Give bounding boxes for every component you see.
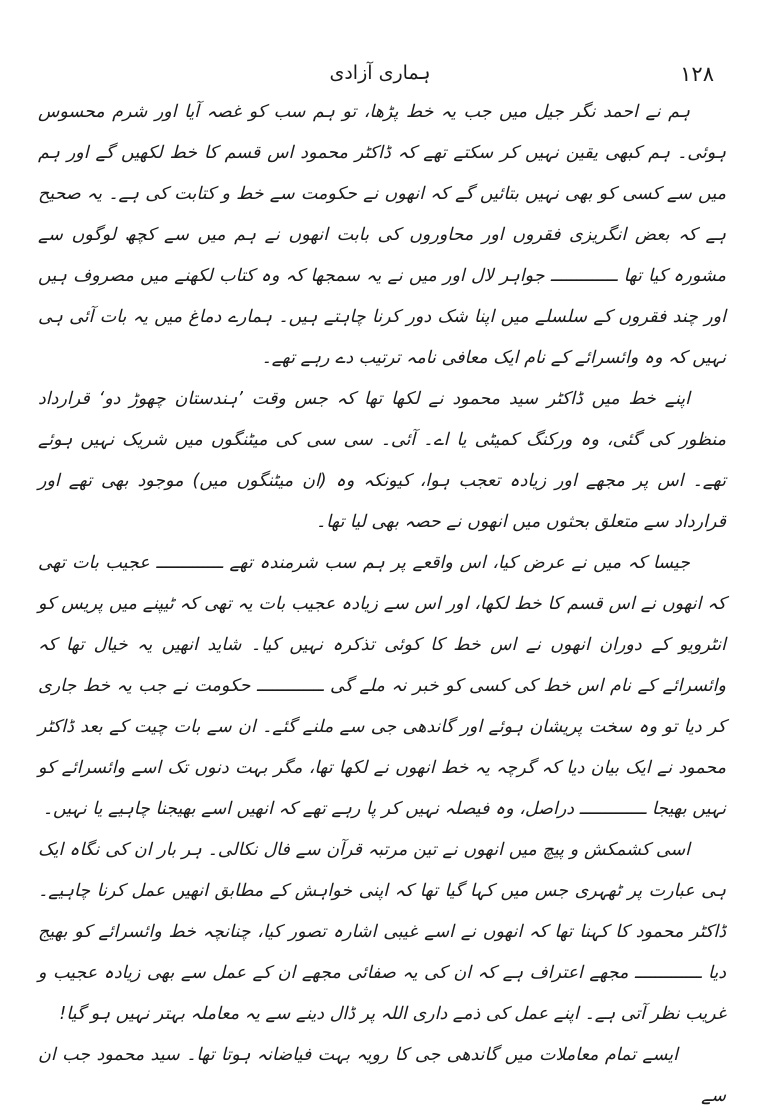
paragraph: ایسے تمام معاملات میں گاندھی جی کا رویہ بہت فیاضانہ ہوتا تھا۔ سید محمود جب ان سے xyxy=(38,1045,726,1106)
paragraph: جیسا کہ میں نے عرض کیا، اس واقعے پر ہم سب شرمندہ تھے ـــــــــــــ عجیب بات تھی کہ انھوں نے اس قسم کا خط لکھا، اور اس سے زیادہ عجیب بات یہ تھی کہ ٹیپنے میں پریس کو انٹرویو کے دوران انھوں نے اس خط کا کوئی تذکرہ نہیں کیا۔ شاید انھیں یہ خیال تھا کہ وائسرائے کے نام اس خط کی کسی کو خبر نہ ملے گی ـــــــــــــ حکومت نے جب یہ خط جاری کر دیا تو وہ سخت پریشان ہوئے اور گاندھی جی سے ملنے گئے۔ ان سے بات چیت کے بعد ڈاکٹر محمود نے ایک بیان دیا کہ گرچہ یہ خط انھوں نے لکھا تھا، مگر بہت دنوں تک اسے وائسرائے کو نہیں بھیجا ـــــــــــــ دراصل، وہ فیصلہ نہیں کر پا رہے تھے کہ انھیں اسے بھیجنا چاہیے یا نہیں۔ xyxy=(38,553,726,819)
body-text xyxy=(38,92,726,1106)
paragraph: اسی کشمکش و پیچ میں انھوں نے تین مرتبہ قرآن سے فال نکالی۔ ہر بار ان کی نگاہ ایک ہی عبارت پر ٹھہری جس میں کہا گیا تھا کہ اپنی خواہش کے مطابق انھیں عمل کرنا چاہیے۔ ڈاکٹر محمود کا کہنا تھا کہ انھوں نے اسے غیبی اشارہ تصور کیا، چنانچہ خط وائسرائے کو بھیج دیا ـــــــــــــ مجھے اعتراف ہے کہ ان کی یہ صفائی مجھے ان کے عمل سے بھی زیادہ عجیب و غریب نظر آتی ہے۔ اپنے عمل کی ذمے داری اللہ پر ڈال دینے سے یہ معاملہ بہتر نہیں ہو گیا! xyxy=(38,840,726,1024)
paragraph: ہم نے احمد نگر جیل میں جب یہ خط پڑھا، تو ہم سب کو غصہ آیا اور شرم محسوس ہوئی۔ ہم کبھی یقین نہیں کر سکتے تھے کہ ڈاکٹر محمود اس قسم کا خط لکھیں گے اور ہم میں سے کسی کو بھی نہیں بتائیں گے کہ انھوں نے حکومت سے خط و کتابت کی ہے۔ یہ صحیح ہے کہ بعض انگریزی فقروں اور محاوروں کی بابت انھوں نے ہم میں سے کچھ لوگوں سے مشورہ کیا تھا ـــــــــــــ جواہر لال اور میں نے یہ سمجھا کہ وہ کتاب لکھنے میں مصروف ہیں اور چند فقروں کے سلسلے میں اپنا شک دور کرنا چاہتے ہیں۔ ہمارے دماغ میں یہ بات آئی ہی نہیں کہ وہ وائسرائے کے نام ایک معافی نامہ ترتیب دے رہے تھے۔ xyxy=(38,102,726,368)
page-number: ۱۲۸ xyxy=(680,62,714,86)
running-title: ہماری آزادی xyxy=(329,62,431,84)
page-header xyxy=(40,58,720,92)
paragraph: اپنے خط میں ڈاکٹر سید محمود نے لکھا تھا کہ جس وقت ’ہندستان چھوڑ دو‘ قرارداد منظور کی گئی، وہ ورکنگ کمیٹی یا اے۔ آئی۔ سی سی کی میٹنگوں میں شریک نہیں ہوئے تھے۔ اس پر مجھے اور زیادہ تعجب ہوا، کیونکہ وہ (ان میٹنگوں میں) موجود بھی تھے اور قرارداد سے متعلق بحثوں میں انھوں نے حصہ بھی لیا تھا۔ xyxy=(38,389,726,532)
